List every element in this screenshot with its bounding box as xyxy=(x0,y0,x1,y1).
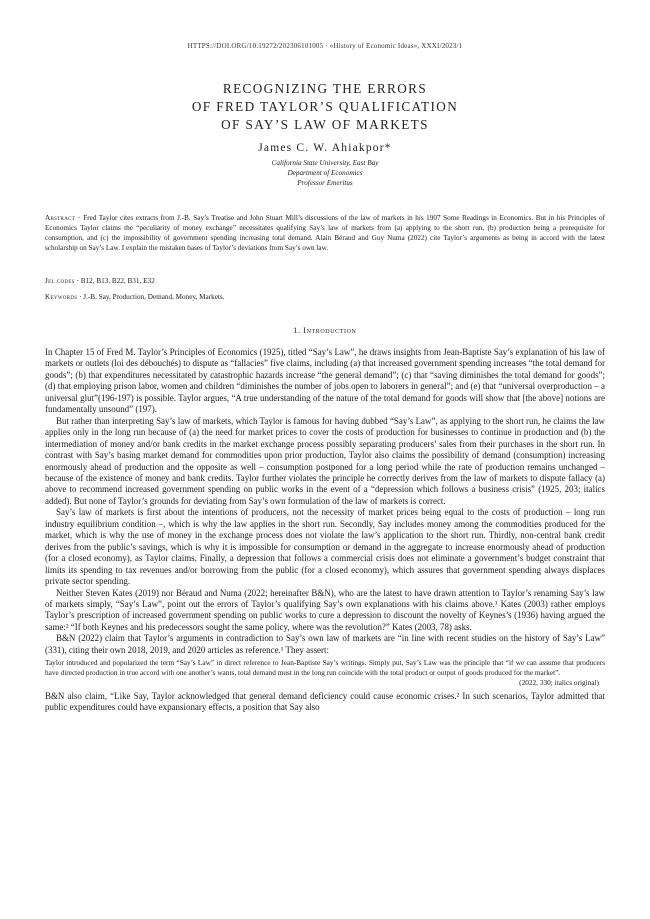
body-paragraph: B&N also claim, “Like Say, Taylor acknowledged that general demand deficiency could cause economic crises.² In such scenarios, Taylor admitted that public expenditures could have expansionary effects, a position that Say also xyxy=(45,690,605,713)
author-name: James C. W. Ahiakpor* xyxy=(258,142,392,154)
article-body xyxy=(45,347,605,714)
affiliation-line: California State University, East Bay xyxy=(271,159,379,167)
author-affiliation xyxy=(0,158,650,188)
running-head: HTTPS://DOI.ORG/10.19272/202306101005 · «History of Economic Ideas», XXXI/2023/1 xyxy=(187,42,463,50)
title-line: OF FRED TAYLOR’S QUALIFICATION xyxy=(191,99,459,114)
block-quote xyxy=(45,658,605,687)
title-line: RECOGNIZING THE ERRORS xyxy=(222,81,428,96)
section-heading: 1. Introduction xyxy=(293,326,357,335)
body-paragraph: But rather than interpreting Say’s law of markets, which Taylor is famous for having dubbed “Say’s Law”, as applying to the short run, he claims the law applies only in the long run because of (a) the need for market prices to cover the costs of production for businesses to continue in production and (b) the intermediation of money and/or bank credits in the market exchange process possibly separating producers’ sales from their purchases in the short run. In contrast with Say’s basing market demand for commodities upon prior production, Taylor also claims the possibility of demand (consumption) increasing enormously ahead of production and the opposite as well – consumption postponed for a long period while the rate of production remains unchanged – because of the existence of money and bank credits. Taylor further violates the principle he correctly derives from the law of markets to dispute fallacy (a) above to recommend increased government spending on public works in the event of a “depression which follows a business crisis” (1925, 203; italics added). But none of Taylor’s grounds for deviating from Say’s own formulation of the law of markets is correct. xyxy=(45,415,605,506)
affiliation-line: Department of Economics xyxy=(287,169,363,177)
quote-source: (2022, 330; italics original) xyxy=(519,677,599,687)
keywords-text: · J.-B. Say, Production, Demand, Money, Markets. xyxy=(79,293,225,301)
abstract-text: Fred Taylor cites extracts from J.-B. Say’s Treatise and John Stuart Mill’s discussions of the law of markets in his 1907 Some Readings in Economics. But in his Principles of Economics Taylor claims the “peculiarity of money exchange” necessitates qualifying Say’s law of markets from (a) applying to the short run, (b) production being a prerequisite for consumption, and (c) the impossibility of government spending increasing total demand. Alain Béraud and Guy Numa (2022) cite Taylor’s arguments as being in accord with the latest scholarship on Say’s Law. I explain the mistaken bases of Taylor’s deviations from Say’s own law. xyxy=(45,214,606,252)
body-paragraph: In Chapter 15 of Fred M. Taylor’s Principles of Economics (1925), titled “Say’s Law”, he draws insights from Jean-Baptiste Say’s explanation of his law of markets or outlets (loi des débouchés) to dispute as “fallacies” five claims, including (a) that increased government spending increases “the total demand for goods”; (b) that expenditures necessitated by catastrophic hazards increase “the general demand”; (c) that “saving diminishes the total demand for goods”; (d) that employing prison labor, women and children “diminishes the number of jobs open to laborers in general”; and (e) that “universal overproduction – a universal glut”(196-197) is possible. Taylor argues, “A true understanding of the nature of the total demand for goods will show that [the above] notions are fundamentally unsound” (197). xyxy=(45,347,605,415)
jel-text: · B12, B13, B22, B31, E32 xyxy=(76,277,155,285)
body-paragraph: Neither Steven Kates (2019) nor Béraud and Numa (2022; hereinafter B&N), who are the latest to have drawn attention to Taylor’s renaming Say’s law of markets simply, “Say’s Law”, point out the errors of Taylor’s qualifying Say’s own explanations with his claims above.¹ Kates (2003) rather employs Taylor’s prescription of increased government spending on public works to cure a depression to discount the novelty of Keynes’s (1936) having argued the same:² “If both Keynes and his predecessors sought the same policy, where was the revolution?” Kates (2003, 78) asks. xyxy=(45,587,605,632)
abstract-label: Abstract · xyxy=(45,214,81,222)
affiliation-line: Professor Emeritus xyxy=(297,179,353,187)
jel-codes xyxy=(45,276,605,286)
title-line: OF SAY’S LAW OF MARKETS xyxy=(221,117,429,132)
body-paragraph: Say’s law of markets is first about the intentions of producers, not the necessity of market prices being equal to the costs of production – long run industry equilibrium condition –, which is why the law applies in the short run. Secondly, Say includes money among the commodities produced for the market, which is why the use of money in the exchange process does not violate the law’s application to the short run. Thirdly, non-central bank credit derives from the public’s savings, which is why it is impossible for consumption or demand in the aggregate to increase enormously ahead of production (for a closed economy), as Taylor claims. Finally, a depression that follows a commercial crisis does not eliminate a government’s budget constraint that limits its spending to tax revenues and/or borrowing from the public (for a closed economy), which assures that government spending always displaces private sector spending. xyxy=(45,507,605,587)
article-title xyxy=(0,80,650,134)
jel-label: Jel codes xyxy=(45,277,75,285)
abstract xyxy=(45,213,605,253)
body-paragraph: B&N (2022) claim that Taylor’s arguments in contradiction to Say’s own law of markets are “in line with recent studies on the history of Say’s Law” (331), citing their own 2018, 2019, and 2020 articles as reference.¹ They assert: xyxy=(45,633,605,655)
keywords xyxy=(45,292,605,302)
keywords-label: Keywords xyxy=(45,293,78,301)
quote-text: Taylor introduced and popularized the term “Say’s Law” in direct reference to Jean-Baptiste Say’s writings. Simply put, Say’s Law was the principle that “if we can assume that producers have directed production in true accord with one another’s wants, total demand must in the long run coincide with the total product or output of goods produced for the market”. xyxy=(45,658,605,678)
